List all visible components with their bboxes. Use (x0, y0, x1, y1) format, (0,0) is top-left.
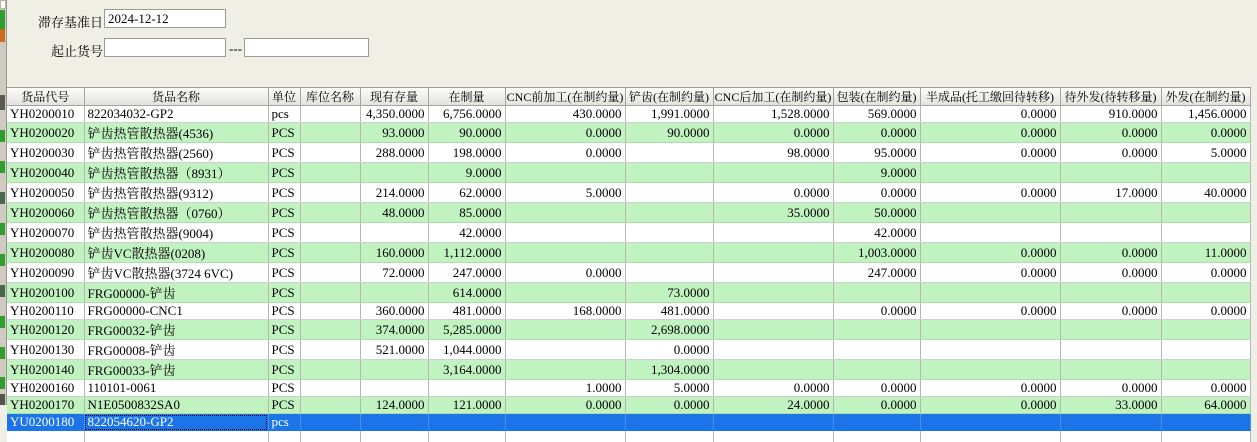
empty-cell (505, 431, 625, 442)
cnc-post-cell[interactable] (713, 263, 833, 283)
qty-in-process-cell[interactable]: 3,164.0000 (428, 360, 505, 380)
item-code-column-header[interactable]: 货品代号 (7, 88, 84, 106)
location-cell[interactable] (300, 163, 360, 183)
location-cell[interactable] (300, 123, 360, 143)
cnc-pre-cell[interactable] (505, 414, 625, 431)
outsource-cell[interactable] (1161, 223, 1250, 243)
window-edge-notch (0, 0, 6, 9)
shaving-cell[interactable] (625, 263, 713, 283)
location-cell[interactable] (300, 243, 360, 263)
item-name-column-header[interactable]: 货品名称 (84, 88, 268, 106)
qty-in-process-cell[interactable] (428, 380, 505, 397)
item-name-cell[interactable]: 110101-0061 (84, 380, 268, 397)
item-name-cell[interactable]: 铲齿热管散热器(9004) (84, 223, 268, 243)
unit-cell[interactable]: PCS (268, 397, 300, 414)
base-date-label: 滞存基准日 (37, 12, 103, 31)
semi-finished-cell[interactable]: 0.0000 (920, 397, 1060, 414)
qty-in-process-cell[interactable]: 1,044.0000 (428, 340, 505, 360)
table-row[interactable] (7, 183, 1250, 203)
item-name-cell[interactable]: 822034032-GP2 (84, 106, 268, 123)
edge-fragment (0, 316, 5, 328)
unit-cell[interactable]: PCS (268, 243, 300, 263)
item-code-cell[interactable]: YH0200040 (7, 163, 84, 183)
item-name-cell[interactable]: FRG00032-铲齿 (84, 320, 268, 340)
location-cell[interactable] (300, 320, 360, 340)
window-edge-strip (0, 0, 7, 405)
item-code-cell[interactable]: YH0200130 (7, 340, 84, 360)
packaging-cell[interactable]: 247.0000 (833, 263, 920, 283)
item-name-cell[interactable]: 822054620-GP2 (84, 414, 268, 431)
packaging-cell[interactable] (833, 340, 920, 360)
table-row[interactable] (7, 163, 1250, 183)
location-cell[interactable] (300, 283, 360, 303)
cnc-post-cell[interactable] (713, 414, 833, 431)
cnc-pre-cell[interactable] (505, 163, 625, 183)
qty-onhand-cell[interactable] (360, 283, 428, 303)
qty-onhand-cell[interactable] (360, 414, 428, 431)
outsource-cell[interactable] (1161, 163, 1250, 183)
cnc-pre-cell[interactable] (505, 360, 625, 380)
unit-cell[interactable]: PCS (268, 283, 300, 303)
edge-fragment (0, 285, 5, 297)
pending-outsource-cell[interactable] (1060, 203, 1161, 223)
item-code-cell[interactable]: YH0200100 (7, 283, 84, 303)
qty-onhand-cell[interactable]: 374.0000 (360, 320, 428, 340)
outsource-column-header[interactable]: 外发(在制约量) (1161, 88, 1250, 106)
outsource-cell[interactable]: 64.0000 (1161, 397, 1250, 414)
outsource-cell[interactable]: 11.0000 (1161, 243, 1250, 263)
location-cell[interactable] (300, 143, 360, 163)
location-cell[interactable] (300, 414, 360, 431)
qty-in-process-cell[interactable]: 121.0000 (428, 397, 505, 414)
unit-column-header[interactable]: 单位 (268, 88, 300, 106)
empty-cell (1161, 431, 1250, 442)
cnc-pre-column-header[interactable]: CNC前加工(在制约量) (505, 88, 625, 106)
empty-cell (920, 431, 1060, 442)
unit-cell[interactable]: PCS (268, 163, 300, 183)
shaving-cell[interactable] (625, 223, 713, 243)
qty-onhand-cell[interactable]: 360.0000 (360, 303, 428, 320)
item-name-cell[interactable]: FRG00008-铲齿 (84, 340, 268, 360)
edge-fragment (0, 130, 5, 142)
cnc-post-cell[interactable] (713, 243, 833, 263)
unit-cell[interactable]: PCS (268, 303, 300, 320)
unit-cell[interactable]: pcs (268, 106, 300, 123)
item-name-cell[interactable]: N1E0500832SA0 (84, 397, 268, 414)
pending-outsource-cell[interactable] (1060, 283, 1161, 303)
item-code-cell[interactable]: YH0200070 (7, 223, 84, 243)
qty-onhand-cell[interactable]: 93.0000 (360, 123, 428, 143)
item-range-label: 起止货号 (37, 41, 103, 60)
location-cell[interactable] (300, 397, 360, 414)
shaving-cell[interactable] (625, 163, 713, 183)
qty-in-process-cell[interactable]: 42.0000 (428, 223, 505, 243)
table-row[interactable] (7, 143, 1250, 163)
cnc-pre-cell[interactable] (505, 223, 625, 243)
item-name-cell[interactable]: 铲齿VC散热器(3724 6VC) (84, 263, 268, 283)
empty-cell (713, 431, 833, 442)
table-header-row (7, 88, 1250, 106)
table-row[interactable] (7, 303, 1250, 320)
qty-onhand-cell[interactable] (360, 360, 428, 380)
cnc-pre-cell[interactable]: 1.0000 (505, 380, 625, 397)
cnc-pre-cell[interactable] (505, 243, 625, 263)
item-name-cell[interactable]: 铲齿热管散热器(9312) (84, 183, 268, 203)
shaving-cell[interactable] (625, 243, 713, 263)
cnc-post-cell[interactable] (713, 303, 833, 320)
range-separator: --- (229, 41, 242, 57)
qty-onhand-cell[interactable]: 521.0000 (360, 340, 428, 360)
outsource-cell[interactable]: 5.0000 (1161, 143, 1250, 163)
cnc-pre-cell[interactable]: 0.0000 (505, 397, 625, 414)
qty-in-process-cell[interactable]: 198.0000 (428, 143, 505, 163)
semi-finished-cell[interactable] (920, 163, 1060, 183)
item-code-cell[interactable]: YH0200170 (7, 397, 84, 414)
item-code-cell[interactable]: YH0200090 (7, 263, 84, 283)
packaging-cell[interactable]: 0.0000 (833, 183, 920, 203)
unit-cell[interactable]: PCS (268, 183, 300, 203)
qty-onhand-cell[interactable]: 160.0000 (360, 243, 428, 263)
qty-onhand-cell[interactable]: 288.0000 (360, 143, 428, 163)
table-row[interactable] (7, 203, 1250, 223)
table-row[interactable] (7, 106, 1250, 123)
semi-finished-cell[interactable]: 0.0000 (920, 143, 1060, 163)
unit-cell[interactable]: PCS (268, 380, 300, 397)
packaging-cell[interactable]: 0.0000 (833, 397, 920, 414)
packaging-cell[interactable]: 50.0000 (833, 203, 920, 223)
item-name-cell[interactable]: FRG00033-铲齿 (84, 360, 268, 380)
location-cell[interactable] (300, 203, 360, 223)
empty-cell (300, 431, 360, 442)
empty-cell (833, 431, 920, 442)
unit-cell[interactable]: PCS (268, 360, 300, 380)
shaving-column-header[interactable]: 铲齿(在制约量) (625, 88, 713, 106)
item-code-cell[interactable]: YU0200180 (7, 414, 84, 431)
edge-fragment (0, 192, 5, 204)
semi-finished-cell[interactable]: 0.0000 (920, 123, 1060, 143)
pending-outsource-cell[interactable]: 0.0000 (1060, 263, 1161, 283)
item-name-cell[interactable]: FRG00000-CNC1 (84, 303, 268, 320)
cnc-post-cell[interactable]: 1,528.0000 (713, 106, 833, 123)
pending-outsource-cell[interactable] (1060, 320, 1161, 340)
qty-onhand-cell[interactable]: 48.0000 (360, 203, 428, 223)
empty-cell (625, 431, 713, 442)
pending-outsource-cell[interactable]: 910.0000 (1060, 106, 1161, 123)
outsource-cell[interactable] (1161, 320, 1250, 340)
pending-outsource-cell[interactable]: 0.0000 (1060, 243, 1161, 263)
item-name-cell[interactable]: 铲齿VC散热器(0208) (84, 243, 268, 263)
edge-fragment (0, 10, 5, 29)
pending-outsource-cell[interactable]: 0.0000 (1060, 380, 1161, 397)
inventory-table (7, 88, 1251, 442)
shaving-cell[interactable]: 2,698.0000 (625, 320, 713, 340)
outsource-cell[interactable]: 1,456.0000 (1161, 106, 1250, 123)
shaving-cell[interactable]: 1,304.0000 (625, 360, 713, 380)
outsource-cell[interactable]: 0.0000 (1161, 263, 1250, 283)
semi-finished-cell[interactable] (920, 320, 1060, 340)
qty-in-process-cell[interactable]: 85.0000 (428, 203, 505, 223)
item-name-cell[interactable]: 铲齿热管散热器（8931） (84, 163, 268, 183)
edge-fragment (0, 254, 5, 266)
qty-in-process-cell[interactable]: 9.0000 (428, 163, 505, 183)
table-row[interactable] (7, 243, 1250, 263)
empty-cell (428, 431, 505, 442)
cnc-post-cell[interactable]: 0.0000 (713, 380, 833, 397)
unit-cell[interactable]: PCS (268, 320, 300, 340)
shaving-cell[interactable] (625, 183, 713, 203)
table-row[interactable] (7, 123, 1250, 143)
semi-finished-cell[interactable] (920, 203, 1060, 223)
shaving-cell[interactable] (625, 203, 713, 223)
shaving-cell[interactable]: 90.0000 (625, 123, 713, 143)
semi-finished-cell[interactable]: 0.0000 (920, 183, 1060, 203)
packaging-cell[interactable] (833, 320, 920, 340)
shaving-cell[interactable]: 0.0000 (625, 397, 713, 414)
outsource-cell[interactable] (1161, 283, 1250, 303)
cnc-pre-cell[interactable] (505, 320, 625, 340)
item-name-cell[interactable]: FRG00000-铲齿 (84, 283, 268, 303)
qty-in-process-column-header[interactable]: 在制量 (428, 88, 505, 106)
location-cell[interactable] (300, 106, 360, 123)
pending-outsource-cell[interactable] (1060, 414, 1161, 431)
qty-in-process-cell[interactable]: 62.0000 (428, 183, 505, 203)
packaging-cell[interactable]: 95.0000 (833, 143, 920, 163)
filter-form (7, 0, 1257, 87)
unit-cell[interactable]: PCS (268, 123, 300, 143)
semi-finished-cell[interactable]: 0.0000 (920, 303, 1060, 320)
packaging-cell[interactable] (833, 414, 920, 431)
shaving-cell[interactable]: 1,991.0000 (625, 106, 713, 123)
qty-in-process-cell[interactable]: 90.0000 (428, 123, 505, 143)
outsource-cell[interactable] (1161, 340, 1250, 360)
empty-cell (268, 431, 300, 442)
outsource-cell[interactable]: 0.0000 (1161, 123, 1250, 143)
base-date-input[interactable] (104, 9, 226, 28)
pending-outsource-cell[interactable]: 17.0000 (1060, 183, 1161, 203)
cnc-pre-cell[interactable]: 5.0000 (505, 183, 625, 203)
location-cell[interactable] (300, 223, 360, 243)
empty-cell (84, 431, 268, 442)
location-cell[interactable] (300, 360, 360, 380)
cnc-pre-cell[interactable] (505, 203, 625, 223)
semi-finished-cell[interactable]: 0.0000 (920, 380, 1060, 397)
location-column-header[interactable]: 库位名称 (300, 88, 360, 106)
pending-outsource-cell[interactable]: 0.0000 (1060, 123, 1161, 143)
outsource-cell[interactable] (1161, 360, 1250, 380)
semi-finished-cell[interactable] (920, 340, 1060, 360)
edge-fragment (0, 347, 5, 359)
qty-in-process-cell[interactable]: 6,756.0000 (428, 106, 505, 123)
edge-fragment (0, 394, 5, 405)
table-row[interactable] (7, 414, 1250, 431)
item-code-cell[interactable]: YH0200120 (7, 320, 84, 340)
cnc-post-cell[interactable] (713, 320, 833, 340)
edge-fragment (0, 377, 5, 389)
outsource-cell[interactable]: 0.0000 (1161, 380, 1250, 397)
cnc-post-cell[interactable] (713, 163, 833, 183)
cnc-pre-cell[interactable]: 0.0000 (505, 123, 625, 143)
edge-fragment (0, 223, 5, 235)
semi-finished-cell[interactable]: 0.0000 (920, 263, 1060, 283)
cnc-post-cell[interactable]: 98.0000 (713, 143, 833, 163)
packaging-cell[interactable] (833, 283, 920, 303)
qty-in-process-cell[interactable]: 481.0000 (428, 303, 505, 320)
item-code-cell[interactable]: YH0200140 (7, 360, 84, 380)
semi-finished-cell[interactable] (920, 360, 1060, 380)
item-range-to-input[interactable] (244, 38, 369, 57)
qty-in-process-cell[interactable]: 5,285.0000 (428, 320, 505, 340)
unit-cell[interactable]: pcs (268, 414, 300, 431)
cnc-post-column-header[interactable]: CNC后加工(在制约量) (713, 88, 833, 106)
empty-cell (7, 431, 84, 442)
outsource-cell[interactable]: 0.0000 (1161, 303, 1250, 320)
edge-fragment (0, 95, 5, 110)
packaging-cell[interactable]: 1,003.0000 (833, 243, 920, 263)
location-cell[interactable] (300, 380, 360, 397)
cnc-post-cell[interactable]: 24.0000 (713, 397, 833, 414)
edge-fragment (0, 161, 5, 173)
inventory-grid (7, 87, 1251, 405)
pending-outsource-column-header[interactable]: 待外发(待转移量) (1060, 88, 1161, 106)
qty-onhand-cell[interactable] (360, 380, 428, 397)
qty-in-process-cell[interactable]: 614.0000 (428, 283, 505, 303)
item-code-cell[interactable]: YH0200020 (7, 123, 84, 143)
cnc-post-cell[interactable]: 0.0000 (713, 123, 833, 143)
cnc-pre-cell[interactable]: 430.0000 (505, 106, 625, 123)
pending-outsource-cell[interactable]: 0.0000 (1060, 303, 1161, 320)
item-code-cell[interactable]: YH0200060 (7, 203, 84, 223)
semi-finished-cell[interactable]: 0.0000 (920, 243, 1060, 263)
outsource-cell[interactable] (1161, 414, 1250, 431)
location-cell[interactable] (300, 263, 360, 283)
packaging-cell[interactable]: 9.0000 (833, 163, 920, 183)
pending-outsource-cell[interactable] (1060, 163, 1161, 183)
qty-in-process-cell[interactable]: 247.0000 (428, 263, 505, 283)
semi-finished-cell[interactable] (920, 223, 1060, 243)
semi-finished-cell[interactable]: 0.0000 (920, 106, 1060, 123)
table-row[interactable] (7, 340, 1250, 360)
shaving-cell[interactable] (625, 414, 713, 431)
shaving-cell[interactable] (625, 143, 713, 163)
shaving-cell[interactable]: 0.0000 (625, 340, 713, 360)
packaging-cell[interactable] (833, 360, 920, 380)
packaging-cell[interactable]: 569.0000 (833, 106, 920, 123)
empty-cell (360, 431, 428, 442)
empty-filler-row (7, 431, 1250, 442)
pending-outsource-cell[interactable] (1060, 340, 1161, 360)
packaging-cell[interactable]: 0.0000 (833, 123, 920, 143)
cnc-post-cell[interactable]: 35.0000 (713, 203, 833, 223)
cnc-post-cell[interactable]: 0.0000 (713, 183, 833, 203)
item-name-cell[interactable]: 铲齿热管散热器(2560) (84, 143, 268, 163)
cnc-post-cell[interactable] (713, 360, 833, 380)
cnc-pre-cell[interactable] (505, 340, 625, 360)
shaving-cell[interactable]: 73.0000 (625, 283, 713, 303)
empty-cell (1060, 431, 1161, 442)
table-row[interactable] (7, 263, 1250, 283)
qty-onhand-cell[interactable]: 4,350.0000 (360, 106, 428, 123)
item-code-cell[interactable]: YH0200160 (7, 380, 84, 397)
location-cell[interactable] (300, 183, 360, 203)
item-name-cell[interactable]: 铲齿热管散热器(4536) (84, 123, 268, 143)
qty-onhand-cell[interactable]: 124.0000 (360, 397, 428, 414)
cnc-post-cell[interactable] (713, 223, 833, 243)
pending-outsource-cell[interactable]: 0.0000 (1060, 143, 1161, 163)
unit-cell[interactable]: PCS (268, 203, 300, 223)
semi-finished-cell[interactable] (920, 414, 1060, 431)
cnc-pre-cell[interactable]: 0.0000 (505, 143, 625, 163)
packaging-cell[interactable]: 0.0000 (833, 303, 920, 320)
shaving-cell[interactable]: 5.0000 (625, 380, 713, 397)
item-code-cell[interactable]: YH0200010 (7, 106, 84, 123)
qty-in-process-cell[interactable] (428, 414, 505, 431)
qty-onhand-column-header[interactable]: 现有存量 (360, 88, 428, 106)
item-range-from-input[interactable] (104, 38, 226, 57)
cnc-post-cell[interactable] (713, 340, 833, 360)
qty-onhand-cell[interactable] (360, 223, 428, 243)
unit-cell[interactable]: PCS (268, 223, 300, 243)
edge-fragment (0, 29, 5, 42)
table-row[interactable] (7, 223, 1250, 243)
unit-cell[interactable]: PCS (268, 143, 300, 163)
packaging-column-header[interactable]: 包装(在制约量) (833, 88, 920, 106)
location-cell[interactable] (300, 303, 360, 320)
table-row[interactable] (7, 360, 1250, 380)
item-code-cell[interactable]: YH0200050 (7, 183, 84, 203)
item-code-cell[interactable]: YH0200080 (7, 243, 84, 263)
item-code-cell[interactable]: YH0200110 (7, 303, 84, 320)
qty-onhand-cell[interactable]: 214.0000 (360, 183, 428, 203)
packaging-cell[interactable]: 42.0000 (833, 223, 920, 243)
semi-finished-column-header[interactable]: 半成品(托工缴回待转移) (920, 88, 1060, 106)
qty-in-process-cell[interactable]: 1,112.0000 (428, 243, 505, 263)
pending-outsource-cell[interactable]: 33.0000 (1060, 397, 1161, 414)
table-row[interactable] (7, 283, 1250, 303)
cnc-pre-cell[interactable]: 0.0000 (505, 263, 625, 283)
location-cell[interactable] (300, 340, 360, 360)
semi-finished-cell[interactable] (920, 283, 1060, 303)
table-row[interactable] (7, 320, 1250, 340)
table-row[interactable] (7, 397, 1250, 414)
qty-onhand-cell[interactable] (360, 163, 428, 183)
unit-cell[interactable]: PCS (268, 340, 300, 360)
item-code-cell[interactable]: YH0200030 (7, 143, 84, 163)
pending-outsource-cell[interactable] (1060, 360, 1161, 380)
table-row[interactable] (7, 380, 1250, 397)
cnc-pre-cell[interactable]: 168.0000 (505, 303, 625, 320)
unit-cell[interactable]: PCS (268, 263, 300, 283)
qty-onhand-cell[interactable]: 72.0000 (360, 263, 428, 283)
outsource-cell[interactable] (1161, 203, 1250, 223)
shaving-cell[interactable]: 481.0000 (625, 303, 713, 320)
cnc-post-cell[interactable] (713, 283, 833, 303)
pending-outsource-cell[interactable] (1060, 223, 1161, 243)
packaging-cell[interactable]: 0.0000 (833, 380, 920, 397)
item-name-cell[interactable]: 铲齿热管散热器（0760） (84, 203, 268, 223)
cnc-pre-cell[interactable] (505, 283, 625, 303)
outsource-cell[interactable]: 40.0000 (1161, 183, 1250, 203)
